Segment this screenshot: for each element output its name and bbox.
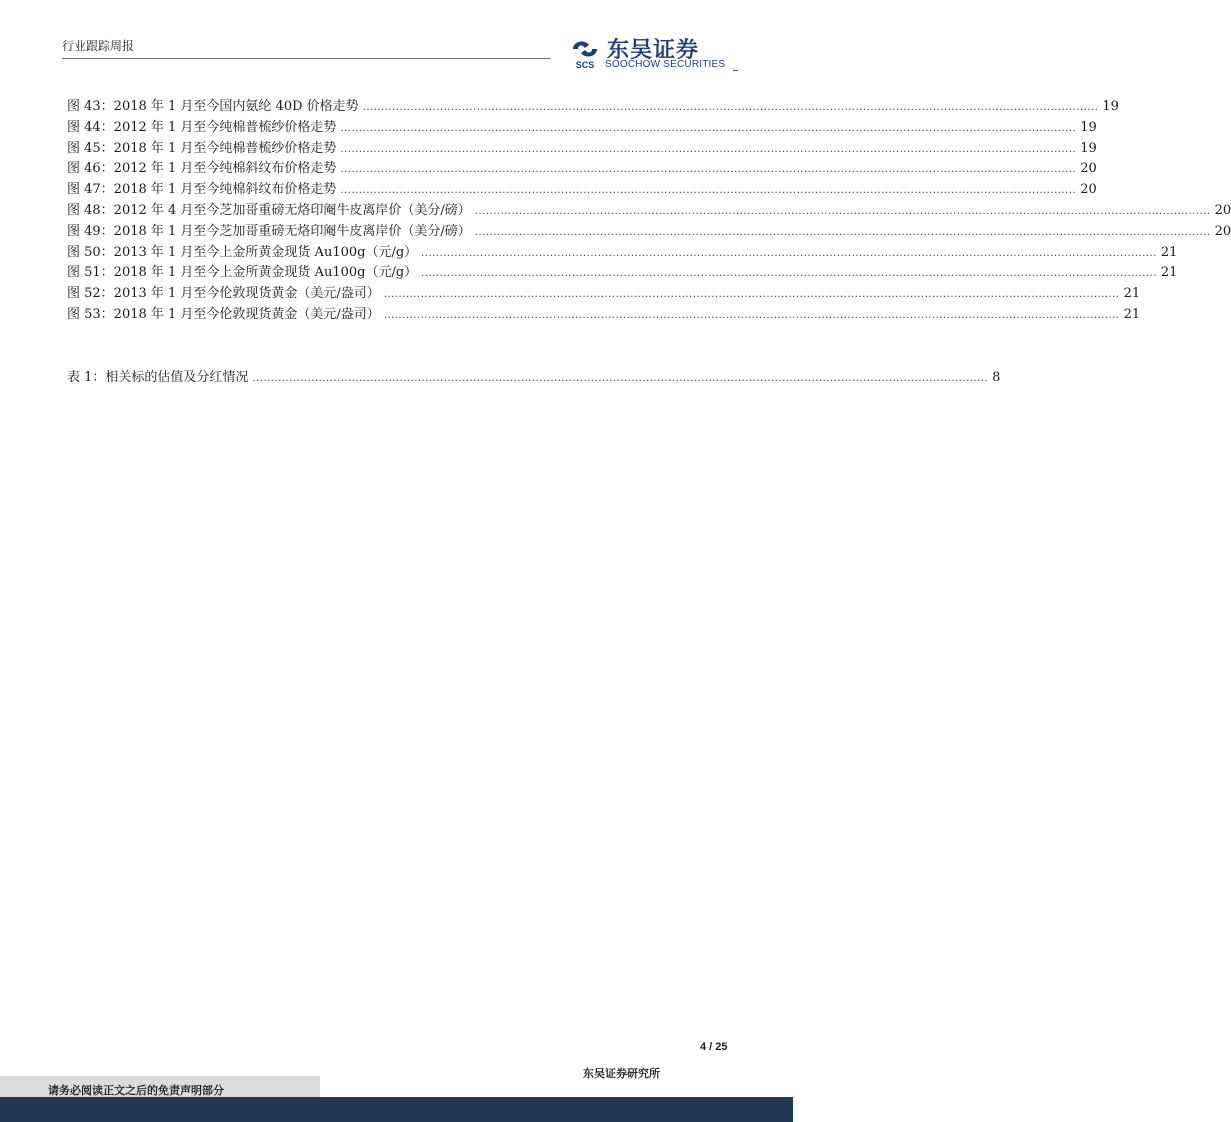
figure-entry-page: 19 xyxy=(1102,99,1119,114)
figure-entry-page: 19 xyxy=(1080,140,1097,156)
dot-leader: ........................................................................................................................................................................................................ xyxy=(383,289,1120,301)
figure-entry[interactable] xyxy=(67,95,1119,116)
brand-mark-icon xyxy=(567,35,603,71)
figure-entry-page: 20 xyxy=(1214,202,1231,218)
disclaimer-text: 请务必阅读正文之后的免责声明部分 xyxy=(48,1084,224,1097)
figure-entry-title: 图 50：2013 年 1 月至今上金所黄金现货 Au100g（元/g） xyxy=(67,244,418,260)
figure-entry-page: 21 xyxy=(1160,244,1178,260)
figure-entry[interactable] xyxy=(67,303,1141,324)
figure-entry-title: 图 49：2018 年 1 月至今芝加哥重磅无烙印阉牛皮离岸价（美分/磅） xyxy=(67,223,471,239)
figure-entry-page: 21 xyxy=(1160,265,1178,281)
brand-abbr: SCS xyxy=(575,60,595,70)
dot-leader: ........................................................................................................................................................................................................ xyxy=(421,247,1157,259)
dot-leader: ........................................................................................................................................................................................................ xyxy=(474,226,1211,238)
figure-list xyxy=(67,95,1231,324)
figure-entry-title: 图 51：2018 年 1 月至今上金所黄金现货 Au100g（元/g） xyxy=(67,265,418,281)
brand-name-cn: 东吴证券 xyxy=(607,38,700,63)
figure-entry-page: 20 xyxy=(1080,182,1097,198)
figure-entry[interactable] xyxy=(67,241,1178,262)
dot-leader: ........................................................................................................................................................................................................ xyxy=(340,143,1077,155)
figure-entry-title: 图 44：2012 年 1 月至今纯棉普梳纱价格走势 xyxy=(67,119,337,135)
figure-entry[interactable] xyxy=(67,199,1231,220)
dot-leader: ........................................................................................................................................................................................................ xyxy=(252,373,989,384)
figure-entry-title: 图 52：2013 年 1 月至今伦敦现货黄金（美元/盎司） xyxy=(67,286,380,302)
figure-entry-page: 21 xyxy=(1123,306,1141,322)
dot-leader: ........................................................................................................................................................................................................ xyxy=(474,205,1211,217)
dot-leader: ........................................................................................................................................................................................................ xyxy=(362,102,1099,113)
dot-leader: ........................................................................................................................................................................................................ xyxy=(340,185,1077,197)
figure-entry[interactable] xyxy=(67,282,1141,303)
figure-entry-page: 21 xyxy=(1123,286,1141,302)
figure-entry[interactable] xyxy=(67,157,1097,178)
figure-entry-title: 图 43：2018 年 1 月至今国内氨纶 40D 价格走势 xyxy=(67,99,359,114)
figure-entry[interactable] xyxy=(67,261,1178,282)
table-entry[interactable] xyxy=(67,366,1001,387)
dot-leader: ........................................................................................................................................................................................................ xyxy=(340,122,1077,134)
report-type: 行业跟踪周报 xyxy=(62,39,135,53)
header-divider xyxy=(62,58,550,59)
page-number: 4 / 25 xyxy=(700,1041,728,1053)
dot-leader: ........................................................................................................................................................................................................ xyxy=(340,164,1077,176)
brand-logo xyxy=(567,33,737,73)
figure-entry-title: 图 47：2018 年 1 月至今纯棉斜纹布价格走势 xyxy=(67,182,337,198)
figure-entry[interactable] xyxy=(67,220,1231,241)
table-entry-title: 表 1：相关标的估值及分红情况 xyxy=(67,370,249,385)
brand-name-en: SOOCHOW SECURITIES xyxy=(605,59,726,70)
dot-leader: ........................................................................................................................................................................................................ xyxy=(421,268,1157,280)
figure-entry[interactable] xyxy=(67,137,1097,158)
table-entry-page: 8 xyxy=(992,370,1001,385)
figure-entry[interactable] xyxy=(67,178,1097,199)
footer-org: 东吴证券研究所 xyxy=(583,1067,660,1080)
dot-leader: ........................................................................................................................................................................................................ xyxy=(383,309,1120,321)
figure-entry-title: 图 46：2012 年 1 月至今纯棉斜纹布价格走势 xyxy=(67,161,337,177)
figure-entry-page: 20 xyxy=(1214,223,1231,239)
table-list xyxy=(67,366,1001,387)
figure-entry-title: 图 45：2018 年 1 月至今纯棉普梳纱价格走势 xyxy=(67,140,337,156)
figure-entry-page: 19 xyxy=(1080,119,1097,135)
figure-entry[interactable] xyxy=(67,116,1097,137)
figure-entry-title: 图 48：2012 年 4 月至今芝加哥重磅无烙印阉牛皮离岸价（美分/磅） xyxy=(67,202,471,218)
figure-entry-title: 图 53：2018 年 1 月至今伦敦现货黄金（美元/盎司） xyxy=(67,306,380,322)
figure-entry-page: 20 xyxy=(1080,161,1097,177)
footer-bar xyxy=(0,1097,793,1122)
